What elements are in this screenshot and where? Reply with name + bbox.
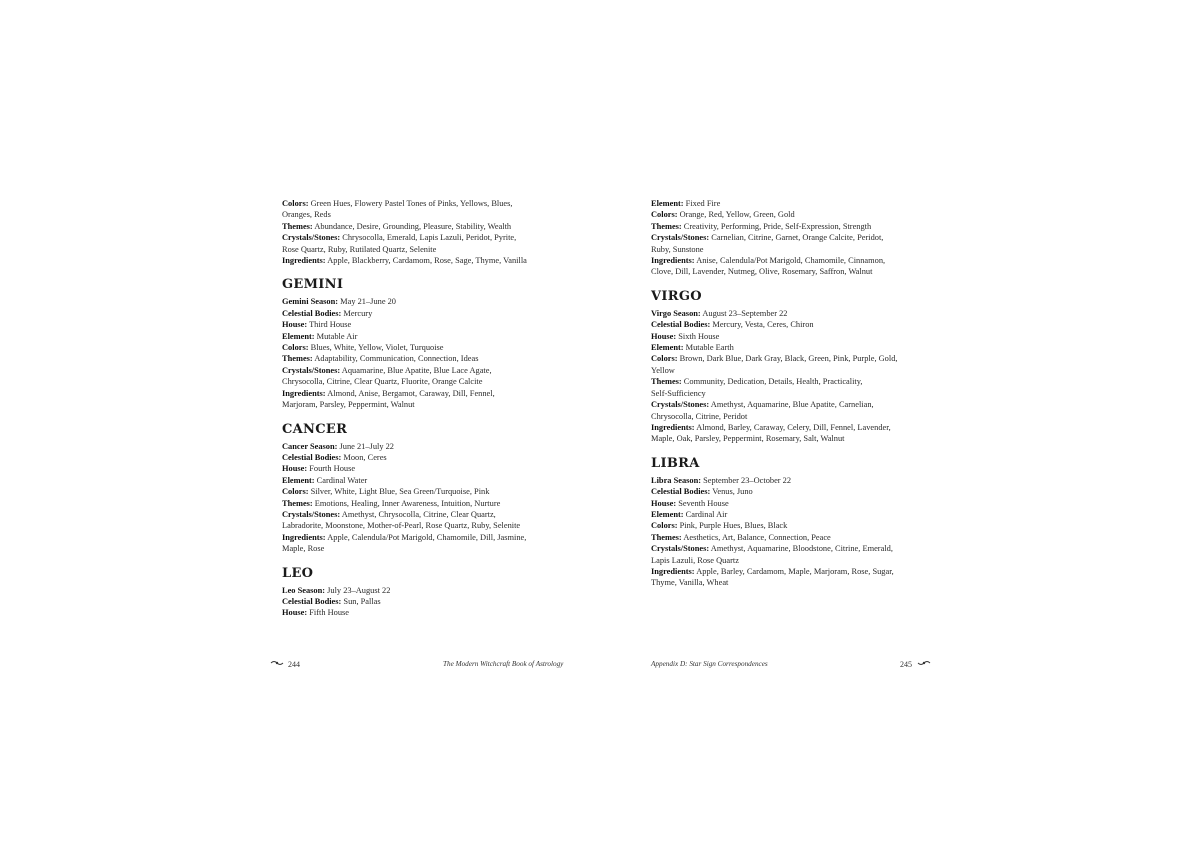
entry-line — [651, 209, 923, 220]
entry-label: Ingredients: — [282, 532, 326, 542]
entry-label: Leo Season: — [282, 585, 326, 595]
sign-section — [282, 566, 554, 619]
sign-section — [282, 422, 554, 555]
entry-line — [282, 244, 554, 255]
entry-label: Libra Season: — [651, 475, 702, 485]
entry-label: Colors: — [282, 199, 309, 208]
entry-label: Themes: — [651, 377, 682, 387]
entry-label: House: — [282, 320, 308, 330]
entry-text: Maple, Rose — [282, 544, 325, 554]
running-title: The Modern Witchcraft Book of Astrology — [443, 660, 564, 668]
entry-label: Themes: — [282, 498, 313, 508]
entry-label: Colors: — [651, 521, 678, 531]
entry-text: Venus, Juno — [710, 487, 753, 497]
entry-line — [282, 365, 554, 376]
entry-line — [651, 365, 923, 376]
entry-text: Sixth House — [676, 331, 720, 341]
entry-line — [282, 486, 554, 497]
entry-line — [651, 244, 923, 255]
entry-label: Celestial Bodies: — [282, 452, 342, 462]
entry-line — [282, 596, 554, 607]
entry-label: Virgo Season: — [651, 308, 701, 318]
entry-label: Themes: — [651, 532, 682, 542]
entry-text: Ruby, Sunstone — [651, 244, 704, 254]
entry-label: Element: — [651, 509, 684, 519]
entry-text: Creativity, Performing, Pride, Self-Expression, Strength — [681, 221, 872, 231]
entry-label: Celestial Bodies: — [651, 320, 711, 330]
entry-text: Apple, Barley, Cardamom, Maple, Marjoram, Rose, Sugar, — [694, 566, 894, 576]
entry-label: Celestial Bodies: — [651, 487, 711, 497]
entry-line — [651, 342, 923, 353]
entry-line — [282, 331, 554, 342]
entry-text: Aesthetics, Art, Balance, Connection, Peace — [681, 532, 831, 542]
entry-line — [282, 388, 554, 399]
entry-line — [651, 475, 923, 486]
entry-label: House: — [282, 608, 308, 618]
entry-label: Themes: — [282, 354, 313, 364]
entry-line — [651, 198, 923, 209]
entry-line — [282, 319, 554, 330]
entry-line — [282, 376, 554, 387]
entry-text: Marjoram, Parsley, Peppermint, Walnut — [282, 400, 415, 410]
entry-line — [651, 577, 923, 588]
entry-text: Aquamarine, Blue Apatite, Blue Lace Agate, — [340, 365, 492, 375]
entry-label: Crystals/Stones: — [651, 544, 710, 554]
entry-text: Mercury, Vesta, Ceres, Chiron — [710, 320, 814, 330]
entry-text: Almond, Anise, Bergamot, Caraway, Dill, Fennel, — [325, 388, 495, 398]
entry-line — [651, 411, 923, 422]
entry-text: Community, Dedication, Details, Health, Practicality, — [681, 377, 863, 387]
entry-text: August 23–September 22 — [700, 308, 788, 318]
entry-text: Chrysocolla, Emerald, Lapis Lazuli, Peridot, Pyrite, — [340, 233, 517, 243]
entry-text: Clove, Dill, Lavender, Nutmeg, Olive, Rosemary, Saffron, Walnut — [651, 267, 873, 277]
entry-text: September 23–October 22 — [701, 475, 792, 485]
entry-label: Element: — [651, 199, 684, 208]
entry-line — [282, 532, 554, 543]
entry-line — [282, 198, 554, 209]
entry-line — [651, 486, 923, 497]
entry-label: Ingredients: — [282, 388, 326, 398]
entry-text: Adaptability, Communication, Connection, Ideas — [312, 354, 479, 364]
entry-line — [651, 319, 923, 330]
entry-text: Yellow — [651, 365, 675, 375]
entry-line — [651, 555, 923, 566]
entry-line — [282, 452, 554, 463]
entry-label: Crystals/Stones: — [651, 400, 710, 410]
entry-text: Apple, Calendula/Pot Marigold, Chamomile, Dill, Jasmine, — [325, 532, 527, 542]
left-page — [282, 198, 554, 619]
entry-text: Oranges, Reds — [282, 210, 331, 220]
entry-text: Rose Quartz, Ruby, Rutilated Quartz, Selenite — [282, 244, 437, 254]
entry-line — [282, 520, 554, 531]
entry-line — [651, 520, 923, 531]
entry-text: Moon, Ceres — [341, 452, 387, 462]
entry-label: Crystals/Stones: — [282, 233, 341, 243]
entry-label: House: — [282, 464, 308, 474]
entry-line — [282, 607, 554, 618]
entry-text: Almond, Barley, Caraway, Celery, Dill, Fennel, Lavender, — [694, 422, 891, 432]
sign-section — [282, 277, 554, 410]
entry-line — [282, 342, 554, 353]
entry-label: Celestial Bodies: — [282, 308, 342, 318]
sign-heading: GEMINI — [282, 277, 344, 293]
sign-section — [651, 289, 923, 445]
entry-line — [651, 388, 923, 399]
sign-heading: CANCER — [282, 421, 348, 437]
entry-label: Element: — [282, 475, 315, 485]
entry-label: Ingredients: — [651, 566, 695, 576]
entry-label: Themes: — [282, 221, 313, 231]
entry-text: Labradorite, Moonstone, Mother-of-Pearl, Rose Quartz, Ruby, Selenite — [282, 521, 521, 531]
entry-text: Green Hues, Flowery Pastel Tones of Pinks, Yellows, Blues, — [308, 199, 513, 208]
entry-text: July 23–August 22 — [325, 585, 391, 595]
entry-line — [282, 441, 554, 452]
entry-label: House: — [651, 331, 677, 341]
entry-label: House: — [651, 498, 677, 508]
entry-text: Lapis Lazuli, Rose Quartz — [651, 555, 739, 565]
entry-text: Fixed Fire — [683, 199, 721, 208]
entry-text: Carnelian, Citrine, Garnet, Orange Calcite, Peridot, — [709, 233, 884, 243]
entry-text: Blues, White, Yellow, Violet, Turquoise — [308, 343, 444, 353]
entry-line — [282, 475, 554, 486]
entry-line — [282, 221, 554, 232]
entry-text: Amethyst, Aquamarine, Blue Apatite, Carnelian, — [709, 400, 874, 410]
entry-line — [651, 221, 923, 232]
entry-text: Mutable Air — [314, 331, 358, 341]
entry-line — [282, 585, 554, 596]
entry-line — [651, 399, 923, 410]
entry-text: Brown, Dark Blue, Dark Gray, Black, Green, Pink, Purple, Gold, — [677, 354, 898, 364]
entry-line — [651, 232, 923, 243]
entry-line — [651, 353, 923, 364]
entry-text: Emotions, Healing, Inner Awareness, Intuition, Nurture — [312, 498, 501, 508]
entry-label: Ingredients: — [651, 422, 695, 432]
entry-line — [282, 463, 554, 474]
entry-line — [282, 232, 554, 243]
entry-text: Chrysocolla, Citrine, Clear Quartz, Fluorite, Orange Calcite — [282, 377, 483, 387]
entry-label: Cancer Season: — [282, 441, 338, 451]
entry-text: Mercury — [341, 308, 373, 318]
entry-line — [651, 255, 923, 266]
entry-label: Themes: — [651, 221, 682, 231]
entry-text: June 21–July 22 — [337, 441, 394, 451]
entry-line — [651, 376, 923, 387]
entry-line — [651, 308, 923, 319]
entry-line — [282, 399, 554, 410]
entry-line — [651, 331, 923, 342]
entry-text: Fourth House — [307, 464, 356, 474]
entry-text: Sun, Pallas — [341, 596, 381, 606]
entry-line — [282, 296, 554, 307]
page-number: 245 — [900, 660, 912, 669]
entry-text: Third House — [307, 320, 352, 330]
entry-text: Seventh House — [676, 498, 729, 508]
entry-text: Thyme, Vanilla, Wheat — [651, 578, 729, 588]
entry-text: Abundance, Desire, Grounding, Pleasure, Stability, Wealth — [312, 221, 512, 231]
entry-text: Apple, Blackberry, Cardamom, Rose, Sage, Thyme, Vanilla — [325, 256, 527, 266]
entry-label: Crystals/Stones: — [282, 509, 341, 519]
entry-line — [282, 209, 554, 220]
entry-line — [651, 422, 923, 433]
entry-label: Element: — [651, 343, 684, 353]
entry-label: Colors: — [282, 487, 309, 497]
sections — [651, 289, 923, 589]
page-ornament-icon — [270, 659, 284, 667]
sign-heading: VIRGO — [651, 288, 702, 304]
sign-heading: LEO — [282, 565, 314, 581]
right-page — [651, 198, 923, 589]
entry-text: Self-Sufficiency — [651, 388, 706, 398]
sign-heading: LIBRA — [651, 455, 700, 471]
running-title: Appendix D: Star Sign Correspondences — [651, 660, 768, 668]
entry-label: Crystals/Stones: — [282, 365, 341, 375]
entry-label: Colors: — [282, 343, 309, 353]
page-ornament-icon — [917, 659, 931, 667]
entry-text: Orange, Red, Yellow, Green, Gold — [677, 210, 795, 220]
entry-label: Ingredients: — [651, 256, 695, 266]
entry-line — [651, 433, 923, 444]
entry-line — [282, 255, 554, 266]
entry-label: Element: — [282, 331, 315, 341]
entry-text: Fifth House — [307, 608, 349, 618]
entry-label: Gemini Season: — [282, 297, 339, 307]
entry-text: Chrysocolla, Citrine, Peridot — [651, 411, 748, 421]
entry-text: Anise, Calendula/Pot Marigold, Chamomile, Cinnamon, — [694, 256, 886, 266]
entry-label: Colors: — [651, 354, 678, 364]
page-number: 244 — [288, 660, 300, 669]
entry-line — [651, 498, 923, 509]
entry-line — [282, 543, 554, 554]
entry-line — [282, 353, 554, 364]
sign-section — [651, 456, 923, 589]
entry-line — [282, 498, 554, 509]
entry-text: Cardinal Air — [683, 509, 728, 519]
entry-line — [651, 509, 923, 520]
entry-line — [651, 532, 923, 543]
entry-line — [651, 266, 923, 277]
entry-line — [651, 543, 923, 554]
entry-line — [651, 566, 923, 577]
entry-line — [282, 509, 554, 520]
entry-text: Cardinal Water — [314, 475, 368, 485]
entry-text: Mutable Earth — [683, 343, 734, 353]
entry-text: Silver, White, Light Blue, Sea Green/Turquoise, Pink — [308, 487, 490, 497]
entry-text: Amethyst, Chrysocolla, Citrine, Clear Quartz, — [340, 509, 496, 519]
entry-text: Maple, Oak, Parsley, Peppermint, Rosemary, Salt, Walnut — [651, 434, 845, 444]
entry-text: Amethyst, Aquamarine, Bloodstone, Citrine, Emerald, — [709, 544, 893, 554]
entry-line — [282, 308, 554, 319]
intro-block — [651, 198, 923, 278]
intro-block — [282, 198, 554, 266]
entry-text: May 21–June 20 — [338, 297, 396, 307]
entry-label: Ingredients: — [282, 256, 326, 266]
sections — [282, 277, 554, 618]
entry-label: Colors: — [651, 210, 678, 220]
entry-label: Celestial Bodies: — [282, 596, 342, 606]
entry-label: Crystals/Stones: — [651, 233, 710, 243]
entry-text: Pink, Purple Hues, Blues, Black — [677, 521, 788, 531]
